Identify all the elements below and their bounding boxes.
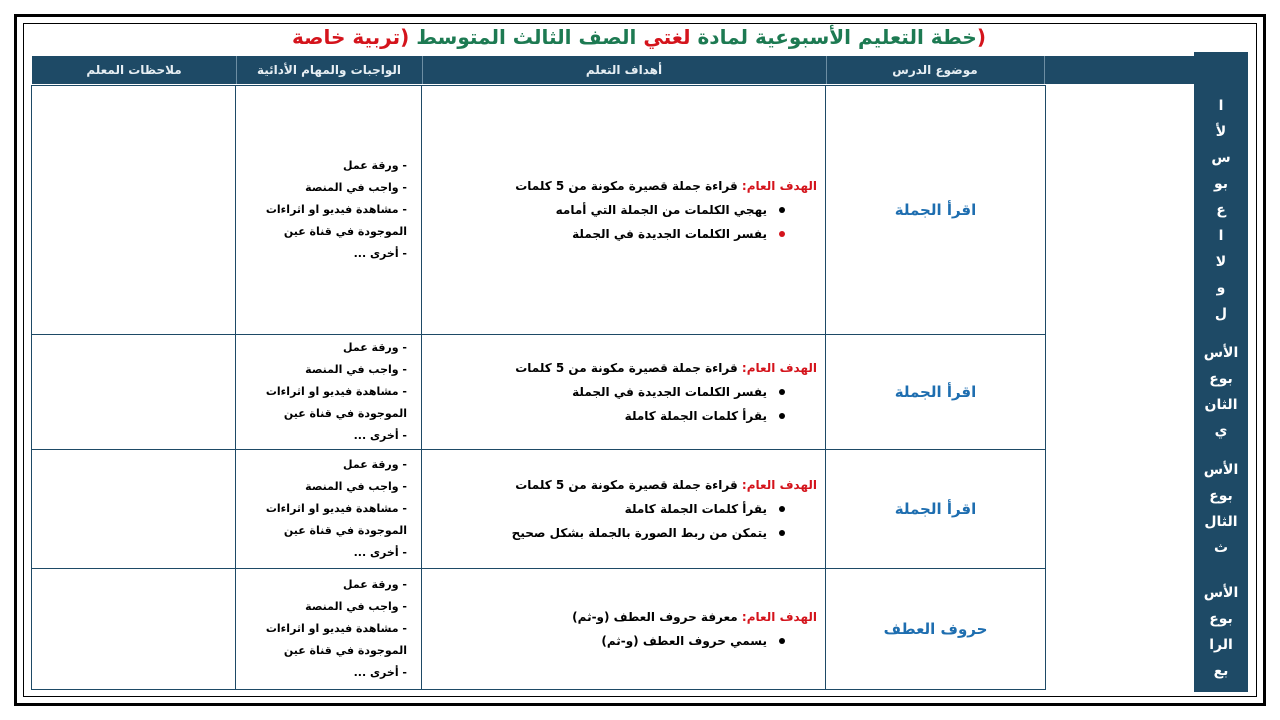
task-item: - أخرى ... [353,429,407,442]
week-label-3 [1194,452,1248,566]
week-line: بو [1213,176,1229,192]
general-goal [422,605,817,629]
goal-bullet [422,521,817,545]
task-item: - مشاهدة فيديو او اثراءات [265,203,407,216]
bullet-icon [779,506,785,512]
task-item: - مشاهدة فيديو او اثراءات [265,385,407,398]
bullet-icon [779,207,785,213]
goal-label: الهدف العام: [741,478,817,492]
task-item: - واجب في المنصة [305,363,407,376]
tasks-cell-4 [235,568,422,690]
general-goal [422,174,817,198]
goal-label: الهدف العام: [741,179,817,193]
task-item: - أخرى ... [353,666,407,679]
week-label-4 [1194,572,1248,692]
topic-text: اقرأ الجملة [894,500,977,518]
goal-bullet [422,222,817,246]
learning-goals-3 [421,449,826,569]
notes-cell-1[interactable] [31,85,236,335]
week-line: الأس [1203,462,1239,478]
week-line: لأ [1215,124,1227,140]
task-item: - ورقة عمل [343,159,407,172]
title-special: (تربية خاصة [292,25,410,49]
title-paren: ( [976,25,986,49]
task-item: - ورقة عمل [343,458,407,471]
week-line: الأس [1203,585,1239,601]
week-line: الرا [1209,637,1233,653]
week-line: بوع [1209,488,1233,504]
week-line: بع [1213,663,1229,679]
task-item: - أخرى ... [353,546,407,559]
title-subject: لغتي [643,25,691,49]
bullet-icon [779,389,785,395]
notes-cell-3[interactable] [31,449,236,569]
header-divider [826,56,827,84]
week-line: ع [1216,202,1226,218]
task-item: - واجب في المنصة [305,600,407,613]
week-line: ا [1218,98,1224,114]
week-line: و [1216,280,1226,296]
week-line: لا [1215,254,1227,270]
bullet-text: يهجي الكلمات من الجملة التي أمامه [555,203,767,217]
week-label-1 [1194,86,1248,334]
topic-text: اقرأ الجملة [894,201,977,219]
bullet-icon [779,231,785,237]
task-item: الموجودة في قناة عين [283,225,407,238]
task-item: - مشاهدة فيديو او اثراءات [265,502,407,515]
goal-text: قراءة جملة قصيرة مكونة من 5 كلمات [515,179,738,193]
task-item: - واجب في المنصة [305,480,407,493]
goal-bullet [422,380,817,404]
week-line: بوع [1209,611,1233,627]
week-line: ث [1213,540,1229,556]
task-item: - ورقة عمل [343,341,407,354]
task-item: الموجودة في قناة عين [283,524,407,537]
title-grade: الثالث المتوسط [416,25,572,49]
header-goals: أهداف التعلم [585,63,663,77]
week-label-2 [1194,336,1248,448]
week-line: الأس [1203,345,1239,361]
goal-bullet [422,497,817,521]
week-line: س [1211,150,1231,166]
page-title [32,22,1246,52]
bullet-text: يفسر الكلمات الجديدة في الجملة [572,227,767,241]
bullet-text: يقرأ كلمات الجملة كاملة [624,409,767,423]
topic-text: اقرأ الجملة [894,383,977,401]
title-part1: خطة التعليم الأسبوعية لمادة [697,25,977,49]
header-topic: موضوع الدرس [892,63,978,77]
week-line: ا [1218,228,1224,244]
header-divider [236,56,237,84]
bullet-text: يتمكن من ربط الصورة بالجملة بشكل صحيح [511,526,767,540]
bullet-icon [779,413,785,419]
tasks-cell-1 [235,85,422,335]
topic-text: حروف العطف [883,620,988,638]
goal-bullet [422,404,817,428]
goal-text: قراءة جملة قصيرة مكونة من 5 كلمات [515,361,738,375]
header-notes: ملاحظات المعلم [86,63,182,77]
header-tasks: الواجبات والمهام الأدائية [256,63,402,77]
tasks-cell-3 [235,449,422,569]
week-line: ي [1214,423,1228,439]
bullet-text: يقرأ كلمات الجملة كاملة [624,502,767,516]
task-item: - مشاهدة فيديو او اثراءات [265,622,407,635]
general-goal [422,473,817,497]
week-line: الثان [1204,397,1238,413]
title-part3: الصف [578,25,637,49]
bullet-text: يسمي حروف العطف (و-ثم) [601,634,767,648]
learning-goals-1 [421,85,826,335]
notes-cell-4[interactable] [31,568,236,690]
header-divider [1044,56,1045,84]
lesson-topic-2 [825,334,1046,450]
goal-text: معرفة حروف العطف (و-ثم) [572,610,738,624]
bullet-icon [779,638,785,644]
lesson-topic-4 [825,568,1046,690]
header-divider [422,56,423,84]
learning-goals-4 [421,568,826,690]
goal-bullet [422,198,817,222]
week-line: ل [1214,306,1228,322]
notes-cell-2[interactable] [31,334,236,450]
goal-label: الهدف العام: [741,610,817,624]
lesson-topic-1 [825,85,1046,335]
task-item: الموجودة في قناة عين [283,407,407,420]
lesson-topic-3 [825,449,1046,569]
goal-bullet [422,629,817,653]
bullet-text: يفسر الكلمات الجديدة في الجملة [572,385,767,399]
general-goal [422,356,817,380]
task-item: الموجودة في قناة عين [283,644,407,657]
goal-label: الهدف العام: [741,361,817,375]
bullet-icon [779,530,785,536]
task-item: - ورقة عمل [343,578,407,591]
task-item: - واجب في المنصة [305,181,407,194]
week-line: الثال [1204,514,1238,530]
week-line: بوع [1209,371,1233,387]
goal-text: قراءة جملة قصيرة مكونة من 5 كلمات [515,478,738,492]
tasks-cell-2 [235,334,422,450]
task-item: - أخرى ... [353,247,407,260]
learning-goals-2 [421,334,826,450]
